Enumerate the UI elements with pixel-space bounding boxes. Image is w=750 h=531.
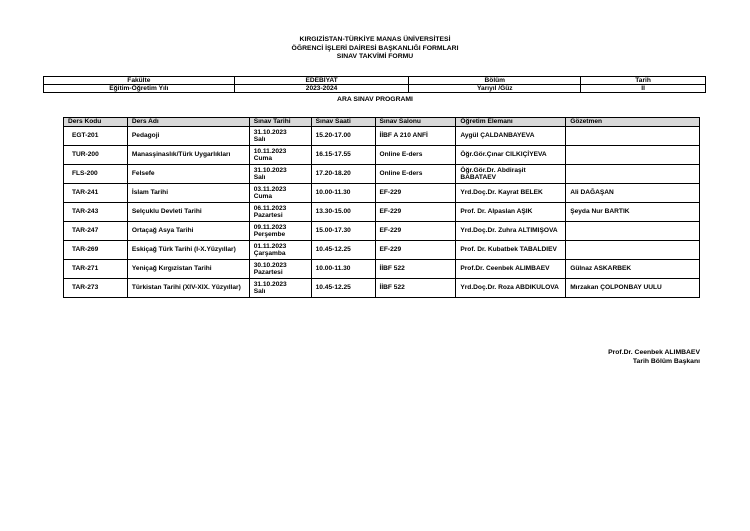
table-row [64, 222, 700, 241]
proctor-cell: Mırzakan ÇOLPONBAY UULU [566, 279, 700, 298]
exam-date: 09.11.2023 [253, 223, 287, 231]
instructor-cell: Yrd.Doç.Dr. Kayrat BELEK [456, 184, 566, 203]
proctor-cell [566, 241, 700, 260]
exam-room-cell: İİBF 522 [375, 279, 456, 298]
course-name-cell: Selçuklu Devleti Tarihi [127, 203, 249, 222]
university-name: KIRGIZİSTAN-TÜRKİYE MANAS ÜNİVERSİTESİ [299, 36, 451, 43]
table-row [64, 184, 700, 203]
exam-date: 30.10.2023 [253, 261, 287, 269]
signatory-title: Tarih Bölüm Başkanı [632, 358, 700, 365]
instructor-cell: Öğr.Gör.Çınar CILKIÇİYEVA [456, 146, 566, 165]
table-row [64, 203, 700, 222]
info-cell: Bölüm [409, 77, 581, 85]
exam-time-cell: 13.30-15.00 [311, 203, 375, 222]
column-header: Sınav Salonu [375, 118, 456, 127]
schedule-table [63, 117, 700, 298]
info-row [44, 77, 706, 85]
exam-room-cell: Online E-ders [375, 165, 456, 184]
course-name-cell: Felsefe [127, 165, 249, 184]
proctor-cell [566, 165, 700, 184]
info-cell: Fakülte [44, 77, 235, 85]
department-name: ÖĞRENCİ İŞLERİ DAİRESİ BAŞKANLIĞI FORMLARI [291, 44, 459, 52]
table-row [64, 146, 700, 165]
column-header: Sınav Tarihi [249, 118, 311, 127]
course-name-cell: Eskiçağ Türk Tarihi (I-X.Yüzyıllar) [127, 241, 249, 260]
info-cell: EDEBİYAT [234, 77, 409, 85]
exam-time-cell: 10.45-12.25 [311, 279, 375, 298]
instructor-cell: Aygül ÇALDANBAYEVA [456, 127, 566, 146]
exam-day: Pazartesi [253, 212, 283, 219]
table-row [64, 260, 700, 279]
exam-date-cell [249, 127, 311, 146]
exam-time-cell: 15.20-17.00 [311, 127, 375, 146]
instructor-cell: Prof. Dr. Alpaslan AŞIK [456, 203, 566, 222]
instructor-cell: Yrd.Doç.Dr. Zuhra ALTIMIŞOVA [456, 222, 566, 241]
exam-day: Çarşamba [253, 250, 286, 257]
course-code-cell: TAR-247 [64, 222, 128, 241]
instructor-cell: Prof.Dr. Ceenbek ALIMBAEV [456, 260, 566, 279]
column-header: Ders Kodu [64, 118, 128, 127]
exam-time-cell: 17.20-18.20 [311, 165, 375, 184]
exam-time-cell: 10.45-12.25 [311, 241, 375, 260]
exam-date-cell [249, 203, 311, 222]
exam-time-cell: 10.00-11.30 [311, 184, 375, 203]
exam-room-cell: EF-229 [375, 203, 456, 222]
exam-room-cell: EF-229 [375, 222, 456, 241]
column-header: Gözetmen [566, 118, 700, 127]
course-code-cell: EGT-201 [64, 127, 128, 146]
proctor-cell: Ali DAĞAŞAN [566, 184, 700, 203]
instructor-cell: Öğr.Gör.Dr. Abdiraşit BABATAEV [456, 165, 566, 184]
exam-date: 31.10.2023 [253, 166, 287, 174]
proctor-cell: Şeyda Nur BARTIK [566, 203, 700, 222]
exam-date-cell [249, 279, 311, 298]
proctor-cell [566, 127, 700, 146]
table-row [64, 279, 700, 298]
info-cell: Eğitim-Öğretim Yılı [44, 85, 235, 93]
form-title: SINAV TAKVİMİ FORMU [336, 53, 414, 61]
course-name-cell: Yeniçağ Kırgızistan Tarihi [127, 260, 249, 279]
exam-day: Salı [253, 288, 266, 295]
table-row [64, 127, 700, 146]
exam-time-cell: 15.00-17.30 [311, 222, 375, 241]
exam-date: 31.10.2023 [253, 280, 287, 288]
column-header: Öğretim Elemanı [456, 118, 566, 127]
exam-room-cell: İİBF A 210 ANFİ [375, 127, 456, 146]
table-row [64, 241, 700, 260]
exam-day: Perşembe [253, 231, 286, 238]
exam-date-cell [249, 146, 311, 165]
info-cell: Yarıyıl /Güz [409, 85, 581, 93]
exam-date: 31.10.2023 [253, 128, 287, 136]
exam-time-cell: 10.00-11.30 [311, 260, 375, 279]
form-header [0, 36, 750, 62]
course-name-cell: İslam Tarihi [127, 184, 249, 203]
exam-date-cell [249, 260, 311, 279]
course-code-cell: TUR-200 [64, 146, 128, 165]
course-code-cell: FLS-200 [64, 165, 128, 184]
signatory-name: Prof.Dr. Ceenbek ALIMBAEV [608, 349, 700, 356]
exam-day: Salı [253, 174, 266, 181]
exam-date-cell [249, 165, 311, 184]
info-cell: II [581, 85, 706, 93]
course-code-cell: TAR-243 [64, 203, 128, 222]
exam-time-cell: 16.15-17.55 [311, 146, 375, 165]
table-row [64, 165, 700, 184]
exam-room-cell: Online E-ders [375, 146, 456, 165]
proctor-cell [566, 146, 700, 165]
course-code-cell: TAR-273 [64, 279, 128, 298]
course-name-cell: Türkistan Tarihi (XIV-XIX. Yüzyıllar) [127, 279, 249, 298]
column-header: Ders Adı [127, 118, 249, 127]
info-cell: Tarih [581, 77, 706, 85]
exam-day: Pazartesi [253, 269, 283, 276]
course-name-cell: Manasşinaslık/Türk Uygarlıkları [127, 146, 249, 165]
course-name-cell: Pedagoji [127, 127, 249, 146]
exam-room-cell: EF-229 [375, 241, 456, 260]
exam-day: Cuma [253, 155, 273, 162]
exam-date: 06.11.2023 [253, 204, 287, 212]
header-row [64, 118, 700, 127]
info-cell: 2023-2024 [234, 85, 409, 93]
exam-date-cell [249, 184, 311, 203]
instructor-cell: Prof. Dr. Kubatbek TABALDIEV [456, 241, 566, 260]
exam-date: 03.11.2023 [253, 185, 287, 193]
exam-date-cell [249, 241, 311, 260]
signature-block [608, 348, 700, 366]
info-row [44, 85, 706, 93]
course-code-cell: TAR-269 [64, 241, 128, 260]
exam-room-cell: İİBF 522 [375, 260, 456, 279]
course-name-cell: Ortaçağ Asya Tarihi [127, 222, 249, 241]
exam-date: 01.11.2023 [253, 242, 287, 250]
exam-room-cell: EF-229 [375, 184, 456, 203]
proctor-cell [566, 222, 700, 241]
exam-day: Cuma [253, 193, 273, 200]
proctor-cell: Gülnaz ASKARBEK [566, 260, 700, 279]
info-table [43, 76, 706, 93]
course-code-cell: TAR-271 [64, 260, 128, 279]
instructor-cell: Yrd.Doç.Dr. Roza ABDIKULOVA [456, 279, 566, 298]
exam-date: 10.11.2023 [253, 147, 287, 155]
program-title: ARA SINAV PROGRAMI [337, 96, 413, 103]
exam-day: Salı [253, 136, 266, 143]
course-code-cell: TAR-241 [64, 184, 128, 203]
exam-date-cell [249, 222, 311, 241]
column-header: Sınav Saati [311, 118, 375, 127]
